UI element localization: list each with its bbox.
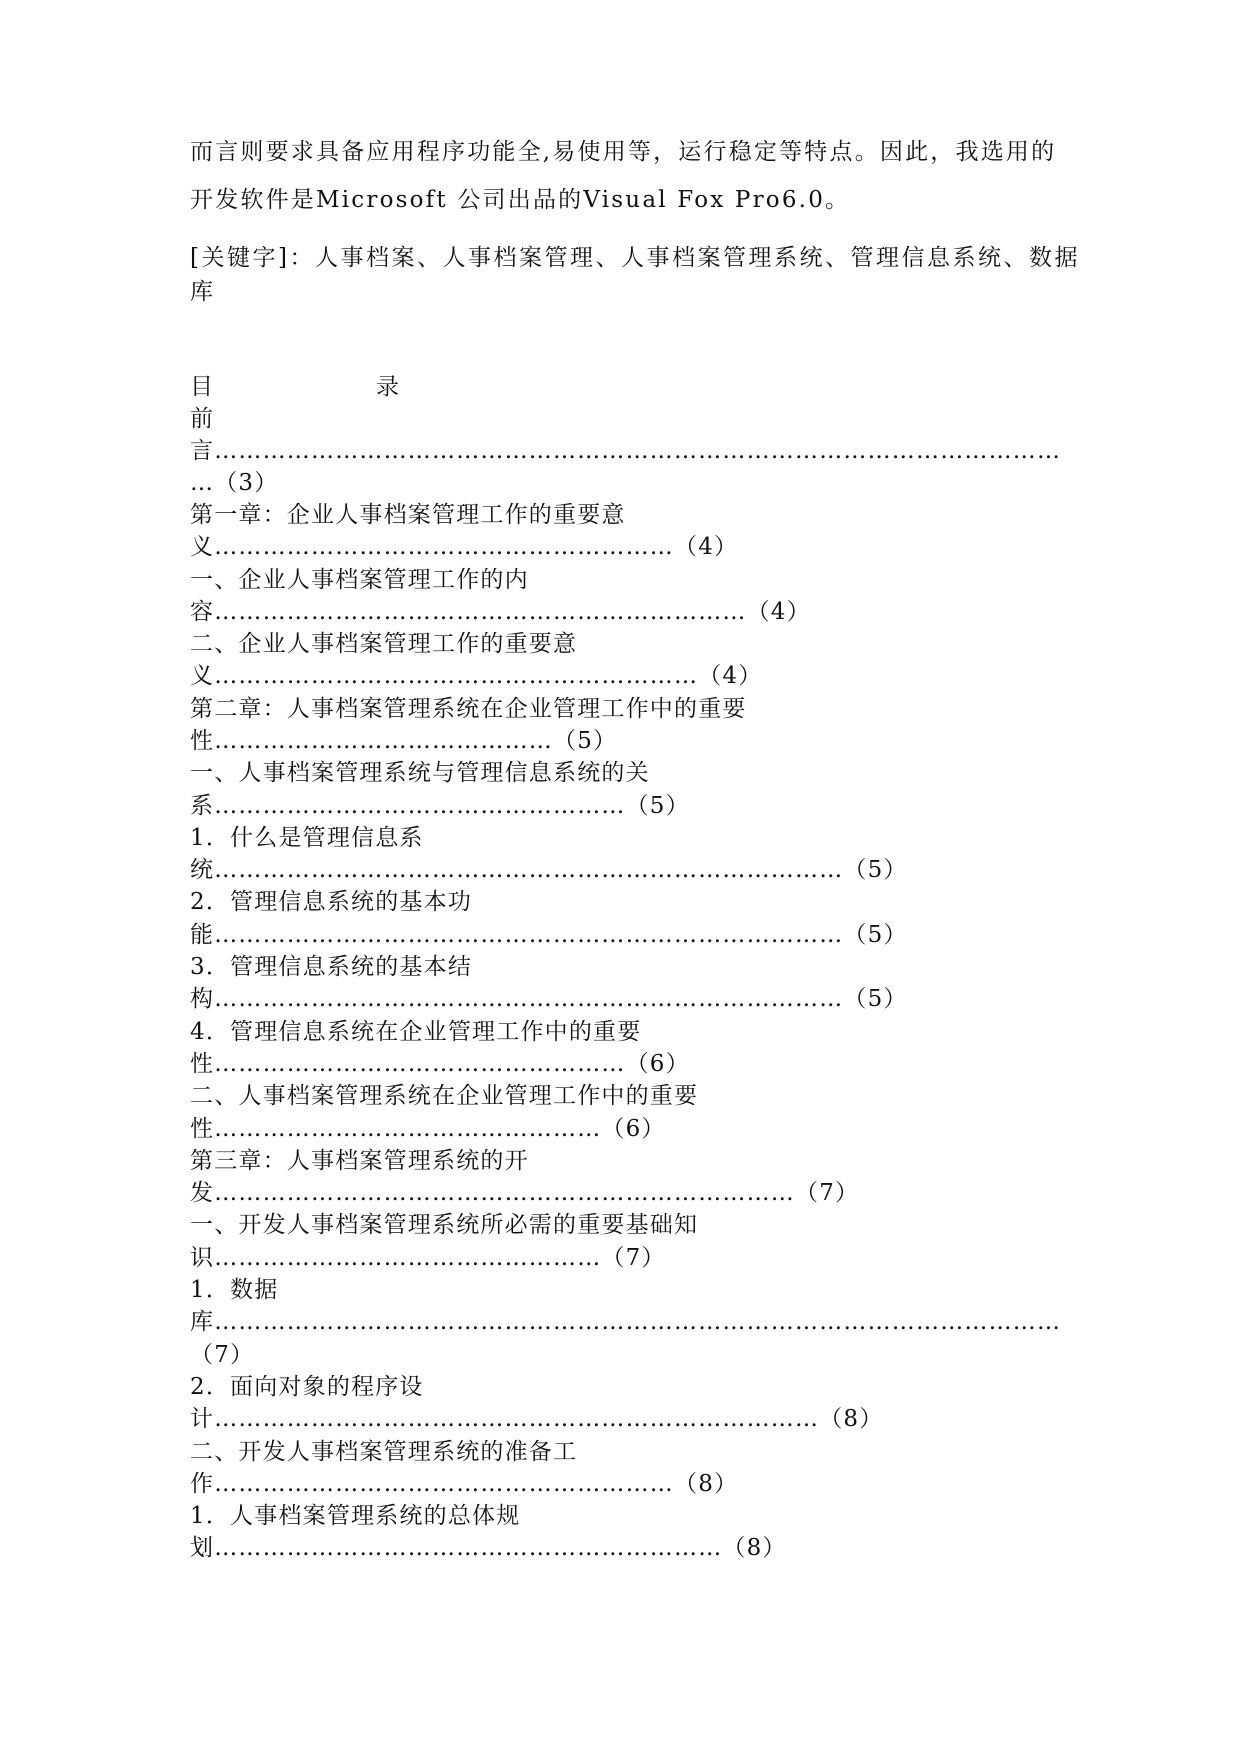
toc-line: 一、开发人事档案管理系统所必需的重要基础知 <box>190 1212 699 1238</box>
toc-line: 1．人事档案管理系统的总体规 <box>190 1503 521 1529</box>
toc-line: 库…………………………………………………………………………………………… <box>190 1309 1062 1335</box>
toc-line: 3．管理信息系统的基本结 <box>190 954 473 980</box>
keywords-line-2: 库 <box>190 279 216 305</box>
toc-line: 一、人事档案管理系统与管理信息系统的关 <box>190 760 650 786</box>
keywords-line-1: [关键字]：人事档案、人事档案管理、人事档案管理系统、管理信息系统、数据 <box>190 245 1080 271</box>
toc-line: 统……………………………………………………………………（5） <box>190 857 908 883</box>
toc-line: 第一章：企业人事档案管理工作的重要意 <box>190 502 626 528</box>
toc-line: 4．管理信息系统在企业管理工作中的重要 <box>190 1019 642 1045</box>
toc-line: 第三章：人事档案管理系统的开 <box>190 1148 529 1174</box>
toc-line: …（3） <box>190 470 279 496</box>
toc-line: 义……………………………………………………（4） <box>190 663 763 689</box>
toc-line: 言…………………………………………………………………………………………… <box>190 438 1062 464</box>
toc-line: 能……………………………………………………………………（5） <box>190 922 908 948</box>
toc-line: 发………………………………………………………………（7） <box>190 1180 860 1206</box>
toc-line: 作…………………………………………………（8） <box>190 1471 739 1497</box>
toc-line: 二、开发人事档案管理系统的准备工 <box>190 1439 578 1465</box>
toc-line: 性……………………………………（5） <box>190 728 618 754</box>
toc-line: 二、企业人事档案管理工作的重要意 <box>190 631 578 657</box>
toc-line: 1．什么是管理信息系 <box>190 825 424 851</box>
toc-line: 二、人事档案管理系统在企业管理工作中的重要 <box>190 1083 699 1109</box>
toc-line: 划………………………………………………………（8） <box>190 1535 787 1561</box>
toc-line: 容…………………………………………………………（4） <box>190 599 811 625</box>
toc-line: 前 <box>190 406 215 432</box>
intro-line-1: 而言则要求具备应用程序功能全,易使用等，运行稳定等特点。因此，我选用的 <box>190 139 1057 165</box>
toc-line: 构……………………………………………………………………（5） <box>190 986 908 1012</box>
toc-line: 性…………………………………………（6） <box>190 1116 666 1142</box>
toc-line: 性……………………………………………（6） <box>190 1051 690 1077</box>
toc-line: 2．管理信息系统的基本功 <box>190 889 473 915</box>
toc-line: 1．数据 <box>190 1277 279 1303</box>
intro-line-2: 开发软件是Microsoft 公司出品的Visual Fox Pro6.0。 <box>190 187 851 213</box>
toc-line: 系……………………………………………（5） <box>190 793 690 819</box>
toc-line: 计…………………………………………………………………（8） <box>190 1406 884 1432</box>
toc-title-right: 录 <box>376 374 399 400</box>
toc-line: 识…………………………………………（7） <box>190 1245 666 1271</box>
toc-line: 义…………………………………………………（4） <box>190 534 739 560</box>
toc-line: （7） <box>190 1342 255 1368</box>
toc-line: 一、企业人事档案管理工作的内 <box>190 567 529 593</box>
toc-line: 2．面向对象的程序设 <box>190 1374 424 1400</box>
toc-line: 第二章：人事档案管理系统在企业管理工作中的重要 <box>190 696 747 722</box>
toc-title-left: 目 <box>190 374 213 400</box>
